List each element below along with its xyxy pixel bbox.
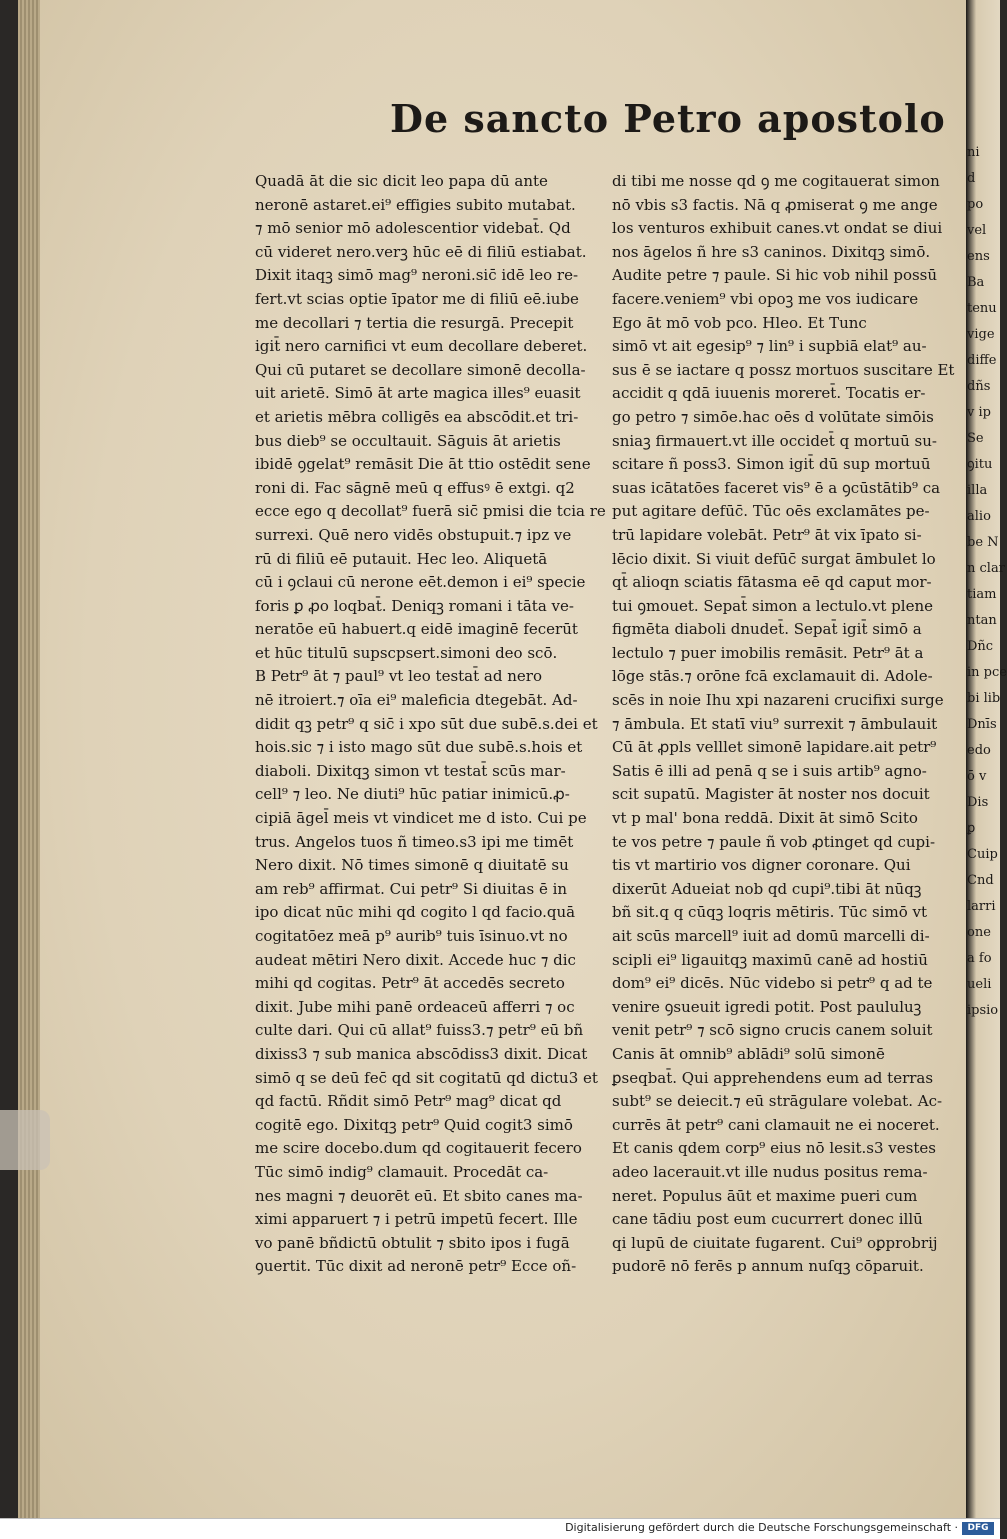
text-line: go petro ⁊ simōe.hac oēs d volūtate simōis [612,407,934,426]
text-line: dixit. Jube mihi panē ordeaceū afferri ⁊ oc [255,997,575,1016]
text-line: cogitē ego. Dixitqꝫ petr⁹ Quid cogit3 simō [255,1115,573,1134]
right-text-column [612,170,955,1279]
text-line: dixiss3 ⁊ sub manica abscōdiss3 dixit. Dicat [255,1044,588,1063]
text-line: bñ sit.q q cūqꝫ loqris mētiris. Tūc simō vt [612,903,928,922]
text-line: cū i ꝯclaui cū nerone eēt.demon i ei⁹ specie [255,573,586,592]
text-line: uit arietē. Simō āt arte magica illes⁹ euasit [255,384,581,403]
margin-fragment: n clar [967,561,1005,576]
text-line: roni di. Fac sāgnē meū q effusꝰ ē extgi. q2 [255,478,575,497]
text-line: Nero dixit. Nō times simonē q diuitatē su [255,856,569,875]
text-line: qi lupū de ciuitate fugarent. Cui⁹ oꝑprobrij [612,1233,938,1252]
text-line: dom⁹ ei⁹ dicēs. Nūc videbo si petr⁹ q ad te [612,974,933,993]
text-line: sniaꝫ firmauert.vt ille occidet̄ q mortuū su- [612,431,937,450]
margin-fragment: vel [967,223,987,238]
text-line: culte dari. Qui cū allat⁹ fuiss3.⁊ petr⁹ eū bñ [255,1021,584,1040]
margin-fragment: one [967,925,991,940]
text-line: vo panē bñdictū obtulit ⁊ sbito ipos i fugā [255,1233,570,1252]
text-line: ⁊ mō senior mō adolescentior videbat̄. Qd [255,219,571,238]
text-line: Et canis qdem corp⁹ eius nō lesit.s3 vestes [612,1139,936,1158]
margin-fragment: Ba [967,275,985,290]
margin-fragment: ꝯitu [967,457,993,472]
text-line: venit petr⁹ ⁊ scō signo crucis canem soluit [612,1021,933,1040]
text-line: ximi apparuert ⁊ i petrū impetū fecert. Ille [255,1210,578,1229]
text-line: mihi qd cogitas. Petr⁹ āt accedēs secreto [255,974,565,993]
text-line: ⁊ āmbula. Et statī viu⁹ surrexit ⁊ āmbulauit [612,714,938,733]
text-line: facere.veniem⁹ vbi opoꝫ me vos iudicare [612,289,919,308]
text-line: ibidē ꝯgelat⁹ remāsit Die āt ttio ostēdit sene [255,455,591,474]
text-line: simō q se deū fec̄ qd sit cogitatū qd dictu3 et [255,1068,598,1087]
text-line: et hūc titulū supscpsert.simoni deo scō. [255,643,558,662]
text-line: Qui cū putaret se decollare simonē decolla- [255,360,586,379]
margin-fragment: Cuip [967,847,998,862]
text-line: scēs in noie Ihu xpi nazareni crucifixi surge [612,691,944,710]
page-edge-stack [18,0,40,1518]
text-line: simō vt ait egesip⁹ ⁊ lin⁹ i supbiā elat⁹ au- [612,337,927,356]
text-line: tui ꝯmouet. Sepat̄ simon a lectulo.vt plene [612,596,933,615]
text-line: neratōe eū habuert.q eidē imaginē fecerūt [255,620,578,639]
text-line: trus. Angelos tuos ñ timeo.s3 ipi me timēt [255,832,574,851]
text-line: adeo lacerauit.vt ille nudus positus rema- [612,1162,928,1181]
text-line: currēs āt petr⁹ cani clamauit ne ei noceret. [612,1115,940,1134]
margin-fragment: po [967,197,984,212]
margin-fragment: Dñc [967,639,994,654]
text-line: nes magni ⁊ deuorēt eū. Et sbito canes ma- [255,1186,583,1205]
margin-fragment: Dis [967,795,989,810]
margin-fragment: diffe [967,353,997,368]
text-line: vt p mal' bona reddā. Dixit āt simō Scito [612,809,918,828]
margin-fragment: ō v [967,769,987,784]
text-line: cane tādiu post eum cucurrert donec illū [612,1210,923,1229]
text-line: los venturos exhibuit canes.vt ondat se diui [612,219,943,238]
text-line: Dixit itaqꝫ simō mag⁹ neroni.sic̄ idē leo re- [255,266,579,285]
margin-fragment: ꝑ [967,821,976,836]
page-heading: De sancto Petro apostolo [390,96,946,141]
text-line: nē itroiert.⁊ oīa ei⁹ maleficia dtegebāt. Ad- [255,691,578,710]
bookmark-tab [0,1110,50,1170]
margin-fragment: Se [967,431,984,446]
text-line: cell⁹ ⁊ leo. Ne diuti⁹ hūc patiar inimicū.ꝓ- [255,785,570,804]
text-line: ait scūs marcell⁹ iuit ad domū marcelli di- [612,927,930,945]
margin-fragment: dñs [967,379,991,394]
text-line: et arietis mēbra colligēs ea abscōdit.et tri- [255,407,579,426]
margin-fragment: ueli [967,977,992,992]
text-line: nos āgelos ñ hre s3 caninos. Dixitqꝫ simō. [612,242,931,261]
text-line: rū di filiū eē putauit. Hec leo. Aliquetā [255,549,548,568]
text-line: didit qꝫ petr⁹ q sic̄ i xpo sūt due subē.s.dei et [255,714,598,733]
margin-fragment: Dnīs [967,717,997,732]
margin-fragment: tenu [967,301,997,316]
text-line: qt̄ alioqn sciatis fātasma eē qd caput mor- [612,573,932,592]
text-line: accidit q qdā iuuenis moreret̄. Tocatis er- [612,384,926,403]
footer-credit: Digitalisierung gefördert durch die Deutsche Forschungsgemeinschaft · [565,1521,958,1534]
margin-fragment: be N [967,535,999,550]
text-line: Canis āt omnib⁹ ablādi⁹ solū simonē [612,1044,885,1063]
text-line: diaboli. Dixitqꝫ simon vt testat̄ scūs mar- [255,761,566,780]
margin-fragment: ens [967,249,990,264]
margin-fragment: v ip [967,405,991,420]
text-line: tis vt martirio vos digner coronare. Qui [612,856,911,875]
text-line: me scire docebo.dum qd cogitauerit fecero [255,1139,582,1158]
margin-fragment: vige [967,327,995,342]
text-line: lēcio dixit. Si viuit defūc̄ surgat āmbulet lo [612,549,936,568]
dfg-logo: DFG [962,1522,994,1535]
text-line: di tibi me nosse qd ꝯ me cogitauerat simon [612,172,940,190]
text-line: cū videret nero.verꝫ hūc eē di filiū estiabat. [255,242,587,261]
footer-bar [0,1518,1000,1539]
text-line: lectulo ⁊ puer imobilis remāsit. Petr⁹ āt a [612,643,924,662]
text-line: hois.sic ⁊ i isto mago sūt due subē.s.hois et [255,738,583,757]
text-line: fert.vt scias optie īpator me di filiū eē.iube [255,289,579,308]
text-line: B Petr⁹ āt ⁊ paul⁹ vt leo testat̄ ad nero [255,667,542,686]
right-margin-text [967,140,1007,1300]
text-line: sus ē se iactare q possz mortuos suscitare Et [612,360,955,379]
margin-fragment: Cnd [967,873,994,888]
text-line: scitare ñ poss3. Simon igit̄ dū sup mortuū [612,455,931,474]
text-line: pudorē nō ferēs p annum nuſqꝫ cōparuit. [612,1257,924,1276]
text-line: scipli ei⁹ ligauitqꝫ maximū canē ad hostiū [612,950,928,969]
text-line: ecce ego q decollat⁹ fuerā sic̄ pmisi die tcia re [255,502,606,521]
text-line: Audite petre ⁊ paule. Si hic vob nihil possū [612,266,938,285]
text-line: am reb⁹ affirmat. Cui petr⁹ Si diuitas ē in [255,879,568,898]
text-line: nō vbis s3 factis. Nā q ꝓmiserat ꝯ me ange [612,195,938,214]
text-line: audeat mētiri Nero dixit. Accede huc ⁊ dic [255,950,576,969]
margin-fragment: larri [967,899,996,914]
text-line: dixerūt Adueiat nob qd cupi⁹.tibi āt nūqꝫ [612,879,922,898]
text-line: Cū āt ꝓpls velllet simonē lapidare.ait petr⁹ [612,738,937,757]
text-line: trū lapidare volebāt. Petr⁹ āt vix īpato si- [612,525,922,544]
margin-fragment: ntan [967,613,997,628]
text-line: igit̄ nero carnifici vt eum decollare deberet. [255,337,588,356]
text-line: cipiā āgel̄ meis vt vindicet me d isto. Cui pe [255,809,587,828]
text-line: me decollari ⁊ tertia die resurgā. Precepit [255,313,574,332]
text-line: Tūc simō indig⁹ clamauit. Procedāt ca- [255,1162,549,1181]
text-line: put agitare defūc̄. Tūc oēs exclamātes pe- [612,502,930,521]
margin-fragment: edo [967,743,991,758]
text-line: qd factū. Rñdit simō Petr⁹ mag⁹ dicat qd [255,1092,562,1111]
text-line: foris ꝑ ꝓo loqbat̄. Deniqꝫ romani i tāta ve- [255,596,574,615]
text-line: surrexi. Quē nero vidēs obstupuit.⁊ ipz ve [255,525,572,544]
text-line: Satis ē illi ad penā q se i suis artib⁹ agno- [612,761,927,780]
margin-fragment: illa [967,483,988,498]
left-text-column [255,170,606,1279]
text-line: Ego āt mō vob pco. Hleo. Et Tunc [612,313,867,332]
text-line: ꝯuertit. Tūc dixit ad neronē petr⁹ Ecce oñ- [255,1257,577,1276]
text-line: bus dieb⁹ se occultauit. Sāguis āt arietis [255,431,561,450]
text-line: cogitatōez meā p⁹ aurib⁹ tuis īsinuo.vt no [255,927,568,945]
text-line: venire ꝯsueuit igredi potit. Post paululuꝫ [612,997,922,1016]
margin-fragment: a fo [967,951,992,966]
text-line: suas icātatōes faceret vis⁹ ē a ꝯcūstātib⁹ ca [612,478,941,497]
text-line: figmēta diaboli dnudet̄. Sepat̄ igit̄ simō a [612,620,922,639]
margin-fragment: ni [967,145,980,160]
margin-fragment: ipsio [967,1003,999,1018]
text-line: ꝑseqbat̄. Qui apprehendens eum ad terras [612,1068,934,1087]
margin-fragment: bi lib [967,691,1001,706]
margin-fragment: alio [967,509,991,524]
text-line: Quadā āt die sic dicit leo papa dū ante [255,172,548,190]
text-line: neret. Populus āūt et maxime pueri cum [612,1186,918,1205]
text-line: neronē astaret.ei⁹ effigies subito mutabat. [255,195,576,214]
margin-fragment: tiam [967,587,997,602]
text-line: subt⁹ se deiecit.⁊ eū strāgulare volebat. Ac- [612,1092,943,1111]
text-line: lōge stās.⁊ orōne fcā exclamauit di. Adole- [612,667,933,686]
margin-fragment: in pce [967,665,1007,680]
margin-fragment: d [967,171,976,186]
text-line: te vos petre ⁊ paule ñ vob ꝓtinget qd cupi- [612,832,936,851]
text-line: ipo dicat nūc mihi qd cogito l qd facio.quā [255,903,576,922]
text-line: scit supatū. Magister āt noster nos docuit [612,785,930,804]
